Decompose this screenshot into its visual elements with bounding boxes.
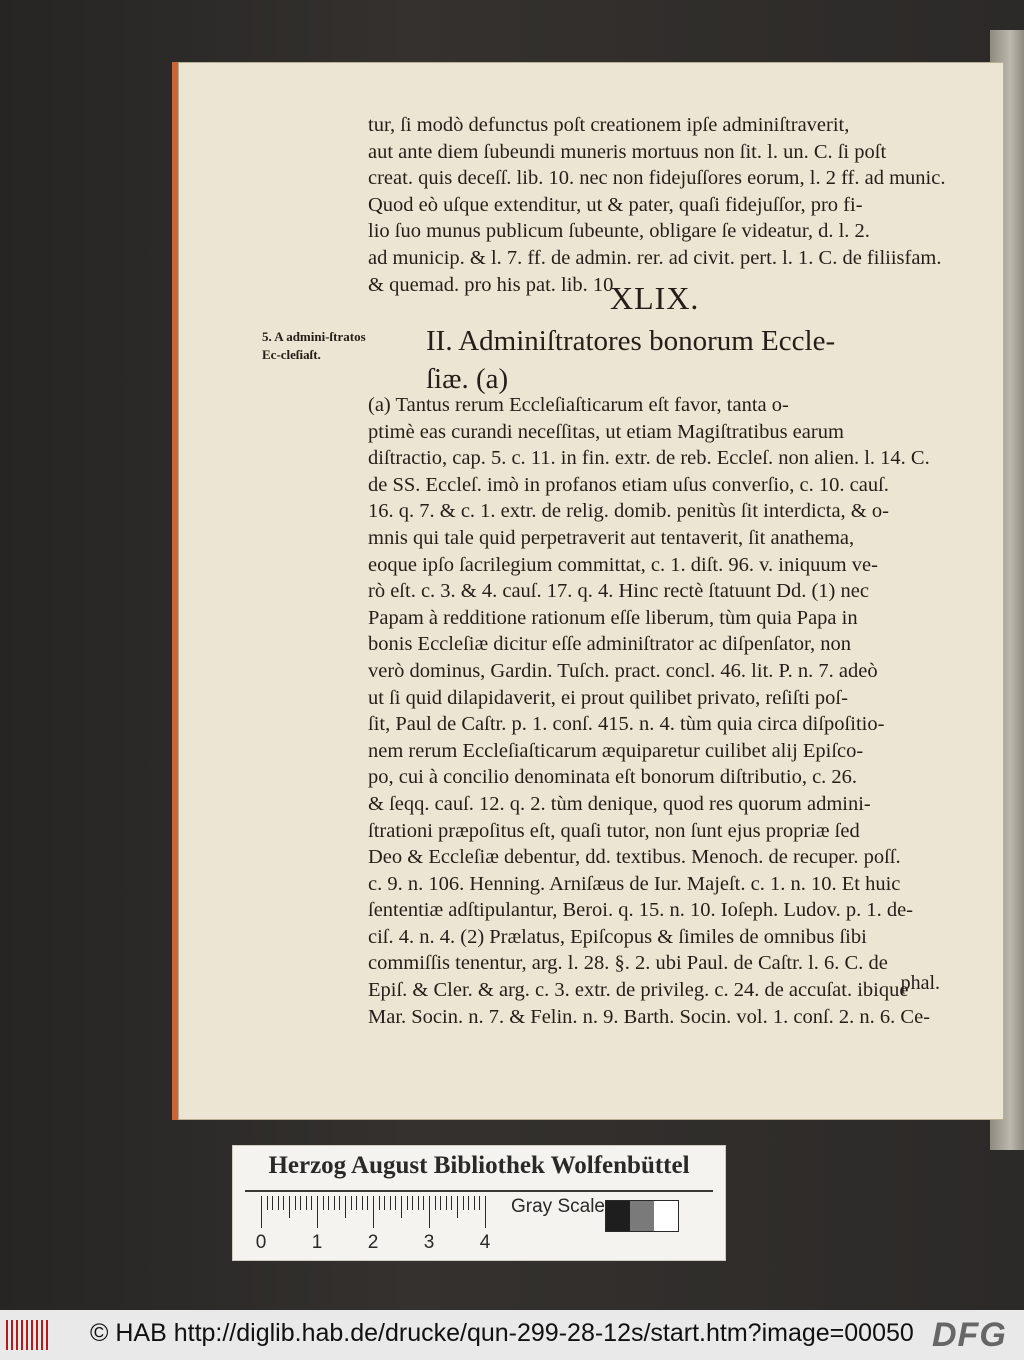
- text-line: mnis qui tale quid perpetraverit aut tentaverit, ſit anathema,: [368, 526, 855, 549]
- ruler-tick: [272, 1196, 273, 1210]
- ruler-tick: [334, 1196, 335, 1210]
- ruler-tick: [485, 1196, 486, 1228]
- heading-line: II. Adminiſtratores bonorum Eccle-: [426, 325, 836, 357]
- ruler-tick: [283, 1196, 284, 1210]
- footnote-paragraph: [368, 392, 968, 1030]
- section-heading: [426, 322, 986, 398]
- measurement-ruler: [261, 1196, 497, 1230]
- swatch-white: [654, 1201, 678, 1231]
- ruler-tick: [351, 1196, 352, 1210]
- ruler-tick: [306, 1196, 307, 1210]
- ruler-tick: [384, 1196, 385, 1210]
- gray-scale-label: Gray Scale: [511, 1196, 605, 1217]
- ruler-tick: [328, 1196, 329, 1210]
- ruler-tick: [401, 1196, 402, 1218]
- text-line: bonis Eccleſiæ dicitur eſſe adminiſtrator ac diſpenſator, non: [368, 633, 852, 656]
- dfg-logo: DFG: [932, 1316, 1007, 1354]
- ruler-tick: [379, 1196, 380, 1210]
- ruler-tick: [435, 1196, 436, 1210]
- ruler-tick: [356, 1196, 357, 1210]
- ruler-tick: [267, 1196, 268, 1210]
- text-line: ad municip. & l. 7. ff. de admin. rer. ad civit. pert. l. 1. C. de filiisfam.: [368, 246, 942, 269]
- ruler-tick: [373, 1196, 374, 1228]
- ruler-tick: [451, 1196, 452, 1210]
- ruler-tick: [323, 1196, 324, 1210]
- ruler-number: 2: [367, 1232, 379, 1253]
- ruler-tick: [367, 1196, 368, 1210]
- ruler-number: 3: [423, 1232, 435, 1253]
- heading-line: ſiæ. (a): [426, 363, 509, 395]
- text-line: po, cui à concilio denominata eſt bonorum diſtributio, c. 26.: [368, 766, 858, 789]
- text-line: aut ante diem ſubeundi muneris mortuus non ſit. l. un. C. ſi poſt: [368, 140, 887, 163]
- footer-bar: [0, 1310, 1024, 1360]
- ruler-tick: [440, 1196, 441, 1210]
- ruler-tick: [429, 1196, 430, 1228]
- swatch-black: [606, 1201, 630, 1231]
- text-line: c. 9. n. 106. Henning. Arniſæus de Iur. Majeſt. c. 1. n. 10. Et huic: [368, 872, 901, 895]
- text-line: creat. quis deceſſ. lib. 10. nec non fidejuſſores eorum, l. 2 ff. ad munic.: [368, 167, 946, 190]
- ruler-tick: [407, 1196, 408, 1210]
- ruler-tick: [423, 1196, 424, 1210]
- ruler-tick: [446, 1196, 447, 1210]
- ruler-tick: [362, 1196, 363, 1210]
- library-label-card: [232, 1145, 726, 1261]
- ruler-tick: [311, 1196, 312, 1210]
- ruler-tick: [468, 1196, 469, 1210]
- ruler-tick: [463, 1196, 464, 1210]
- copyright-url[interactable]: © HAB http://diglib.hab.de/drucke/qun-299-28-12s/start.htm?image=00050: [90, 1319, 914, 1347]
- text-line: ptimè eas curandi neceſſitas, ut etiam Magiſtratibus earum: [368, 420, 844, 443]
- ruler-number: 4: [479, 1232, 491, 1253]
- text-line: tur, ſi modò defunctus poſt creationem ipſe adminiſtraverit,: [368, 114, 850, 136]
- label-divider: [245, 1190, 713, 1192]
- ruler-tick: [412, 1196, 413, 1210]
- text-line: diſtractio, cap. 5. c. 11. in fin. extr. de reb. Eccleſ. non alien. l. 14. C.: [368, 447, 930, 470]
- ruler-tick: [457, 1196, 458, 1218]
- ruler-tick: [295, 1196, 296, 1210]
- hab-barcode-icon: [6, 1320, 48, 1350]
- margin-note: 5. A admini-ſtratos Ec-cleſiaſt.: [262, 329, 366, 362]
- text-line: nem rerum Eccleſiaſticarum æquiparetur cuilibet alij Epiſco-: [368, 739, 864, 762]
- text-line: ciſ. 4. n. 4. (2) Prælatus, Epiſcopus & ſimiles de omnibus ſibi: [368, 925, 867, 948]
- ruler-number: 0: [255, 1232, 267, 1253]
- text-line: Quod eò uſque extenditur, ut & pater, quaſi fidejuſſor, pro fi-: [368, 193, 863, 216]
- ruler-tick: [339, 1196, 340, 1210]
- gray-scale-swatch: [605, 1200, 679, 1232]
- text-line: Deo & Eccleſiæ debentur, dd. textibus. Menoch. de recuper. poſſ.: [368, 846, 901, 869]
- ruler-tick: [300, 1196, 301, 1210]
- text-line: & quemad. pro his pat. lib. 10.: [368, 273, 619, 296]
- catchword: phal.: [900, 972, 940, 994]
- ruler-number: 1: [311, 1232, 323, 1253]
- text-line: & ſeqq. cauſ. 12. q. 2. tùm denique, quod res quorum admini-: [368, 792, 871, 815]
- text-line: (a) Tantus rerum Eccleſiaſticarum eſt favor, tanta o-: [368, 394, 789, 416]
- ruler-tick: [289, 1196, 290, 1218]
- text-line: Epiſ. & Cler. & arg. c. 3. extr. de privileg. c. 24. de accuſat. ibique: [368, 979, 909, 1002]
- text-line: eoque ipſo ſacrilegium committat, c. 1. diſt. 96. v. iniquum ve-: [368, 553, 878, 576]
- text-line: ſententiæ adſtipulantur, Beroi. q. 15. n. 10. Ioſeph. Ludov. p. 1. de-: [368, 899, 913, 922]
- text-line: ut ſi quid dilapidaverit, ei prout quilibet privato, reſiſti poſ-: [368, 686, 848, 709]
- ruler-tick: [418, 1196, 419, 1210]
- text-line: ſit, Paul de Caſtr. p. 1. conſ. 415. n. 4. tùm quia circa diſpoſitio-: [368, 713, 885, 736]
- ruler-tick: [390, 1196, 391, 1210]
- ruler-tick: [317, 1196, 318, 1228]
- chapter-number: XLIX.: [610, 280, 700, 316]
- swatch-gray: [630, 1201, 654, 1231]
- text-line: de SS. Eccleſ. imò in profanos etiam uſus converſio, c. 10. cauſ.: [368, 473, 889, 496]
- text-line: ſtrationi præpoſitus eſt, quaſi tutor, non ſunt ejus propriæ ſed: [368, 819, 860, 842]
- text-line: lio ſuo munus publicum ſubeunte, obligare ſe videatur, d. l. 2.: [368, 220, 870, 243]
- ruler-tick: [261, 1196, 262, 1228]
- text-line: 16. q. 7. & c. 1. extr. de relig. domib. penitùs ſit interdicta, & o-: [368, 500, 889, 523]
- text-line: Papam à redditione rationum eſſe liberum, tùm quia Papa in: [368, 606, 858, 629]
- ruler-tick: [479, 1196, 480, 1210]
- library-name: Herzog August Bibliothek Wolfenbüttel: [268, 1152, 690, 1179]
- text-line: rò eſt. c. 3. & 4. cauſ. 17. q. 4. Hinc rectè ſtatuunt Dd. (1) nec: [368, 580, 869, 603]
- book-page: [172, 62, 1004, 1120]
- top-paragraph: [368, 112, 968, 298]
- text-line: verò dominus, Gardin. Tuſch. pract. concl. 46. lit. P. n. 7. adeò: [368, 659, 878, 682]
- ruler-tick: [345, 1196, 346, 1218]
- ruler-tick: [278, 1196, 279, 1210]
- text-line: Mar. Socin. n. 7. & Felin. n. 9. Barth. Socin. vol. 1. conſ. 2. n. 6. Ce-: [368, 1005, 931, 1028]
- text-line: commiſſis tenentur, arg. l. 28. §. 2. ubi Paul. de Caſtr. l. 6. C. de: [368, 952, 888, 975]
- ruler-tick: [395, 1196, 396, 1210]
- ruler-tick: [474, 1196, 475, 1210]
